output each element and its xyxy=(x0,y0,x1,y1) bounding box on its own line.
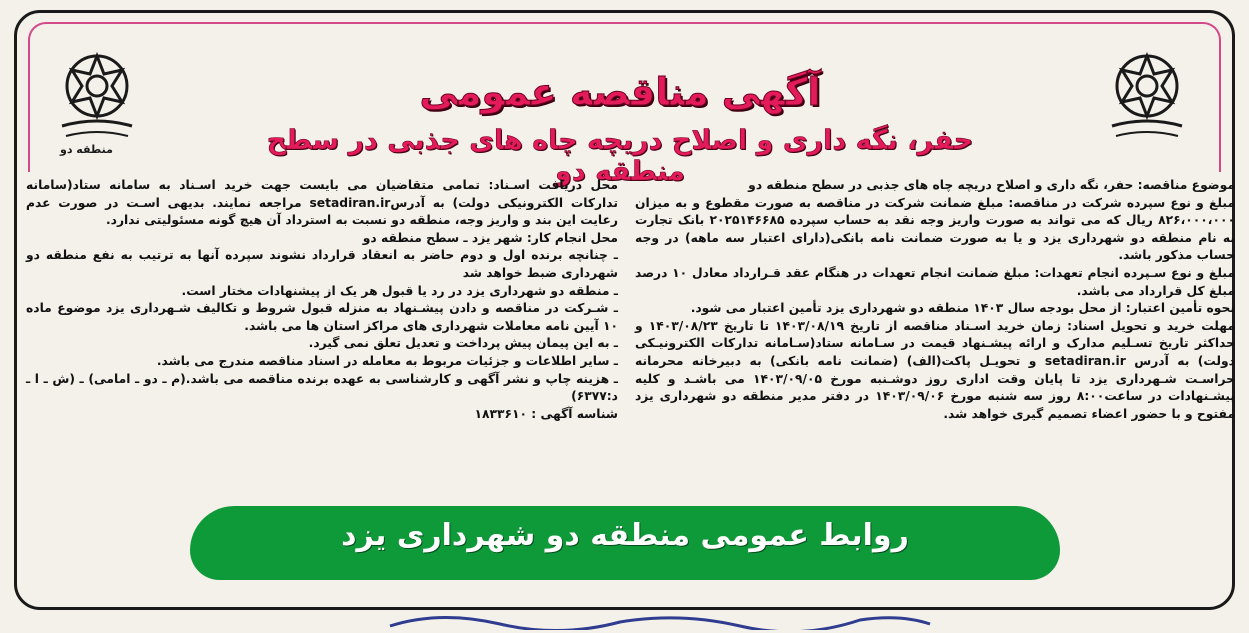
municipality-logo-icon xyxy=(42,44,152,154)
paragraph: ـ شـرکت در مناقصه و دادن پیشـنهاد به منزله قبول شروط و تکالیف شـهرداری یزد موضوع ماده ۱۰ آیین نامه معاملات شهرداری های مراکز استان ها می باشد. xyxy=(26,301,618,333)
paragraph: ـ به این پیمان پیش پرداخت و تعدیل تعلق نمی گیرد. xyxy=(308,336,618,351)
paragraph: محل انجام کار: شهر یزد ـ سطح منطقه دو xyxy=(362,230,618,245)
paragraph: ـ چنانچه برنده اول و دوم حاضر به انعقاد قرارداد نشوند سپرده آنها به ترتیب به نفع منطقه دو شهرداری ضبط خواهد شد xyxy=(26,248,618,280)
right-column xyxy=(635,177,1235,423)
notice-id: شناسه آگهی : ۱۸۳۳۶۱۰ xyxy=(474,406,618,421)
footer-text: روابط عمومی منطقه دو شهرداری یزد xyxy=(341,518,909,553)
notice-subtitle: حفر، نگه داری و اصلاح دریچه چاه های جذبی در سطح منطقه دو xyxy=(266,125,974,187)
paragraph: محل دریافت اسـناد: تمامی متقاضیان می بایست جهت خرید اسـناد به سامانه ستاد(سامانه تدارکات الکترونیکی دولت) به آدرسsetadiran.ir مراجعه نمایند. بدیهی اسـت در صورت عدم رعایت این بند و واریز وجه، منطقه دو نسبت به استرداد آن هیچ گونه مسئولیتی ندارد. xyxy=(26,178,618,228)
paragraph: ـ منطقه دو شهرداری یزد در رد یا قبول هر یک از پیشنهادات مختار است. xyxy=(181,283,618,298)
paragraph: مهلت خرید و تحویل اسناد: زمان خرید اسـناد مناقصه از تاریخ ۱۴۰۳/۰۸/۱۹ تا تاریخ ۱۴۰۳/۰۸/۲۳ و حداکثر تاریخ تسـلیم مدارک و ارائه پیشـنهاد قیمت در سـامانه ستاد(سـامانه تدارکات الکترونیـکی دولت) به آدرس setadiran.ir و تحویـل پاکت(الف) (ضمانت نامه بانکی) به دبیرخانه محرمانه حراسـت شـهرداری یزد تا پایان وقت اداری روز دوشـنبه مورخ ۱۴۰۳/۰۹/۰۵ می باشـد و کلیه پیشـنهادات در ساعت۸:۰۰ روز سه شنبه مورخ ۱۴۰۳/۰۹/۰۶ در دفتر مدیر منطقه دو شهرداری یزد مفتوح و با حضور اعضاء تصمیم گیری خواهد شد. xyxy=(635,318,1235,421)
notice-title: آگهی مناقصه عمومی xyxy=(419,70,821,114)
paragraph: ـ هزینه چاپ و نشر آگهی و کارشناسی به عهده برنده مناقصه می باشد.(م ـ دو ـ امامی) ـ (ش ـ ا ـ د:۶۳۷۷) xyxy=(26,371,618,404)
paragraph: موضوع مناقصه: حفر، نگه داری و اصلاح دریچه چاه های جذبی در سطح منطقه دو xyxy=(748,178,1235,192)
municipality-logo-icon xyxy=(1092,44,1202,154)
paragraph: نحوه تأمین اعتبار: از محل بودجه سال ۱۴۰۳ منطقه دو شهرداری یزد تأمین اعتبار می شود. xyxy=(690,301,1235,316)
left-column xyxy=(26,177,618,423)
logo-caption: منطقه دو xyxy=(60,143,113,156)
footer-banner xyxy=(190,506,1060,580)
paragraph: ـ سایر اطلاعات و جزئیات مربوط به معامله در اسناد مناقصه مندرج می باشد. xyxy=(156,353,618,368)
handwriting-scrap xyxy=(380,608,940,630)
paragraph: مبلغ و نوع سپرده شرکت در مناقصه: مبلغ ضمانت شرکت در مناقصه به صورت مقطوع و به میزان ۸۲۶،۰۰۰،۰۰۰ ریال که می تواند به صورت واریز وجه نقد به حساب سپرده ۲۰۲۵۱۴۶۶۸۵ بانک تجارت به نام منطقه دو شهرداری یزد و یا به صورت ضمانت نامه بانکی(دارای اعتبار سه ماهه) در وجه حساب مذکور باشد. xyxy=(635,195,1235,263)
paragraph: مبلغ و نوع سـپرده انجام تعهدات: مبلغ ضمانت انجام تعهدات در هنگام عقد قـرارداد معادل ۱۰ درصد مبلغ کل قرارداد می باشد. xyxy=(635,265,1235,298)
